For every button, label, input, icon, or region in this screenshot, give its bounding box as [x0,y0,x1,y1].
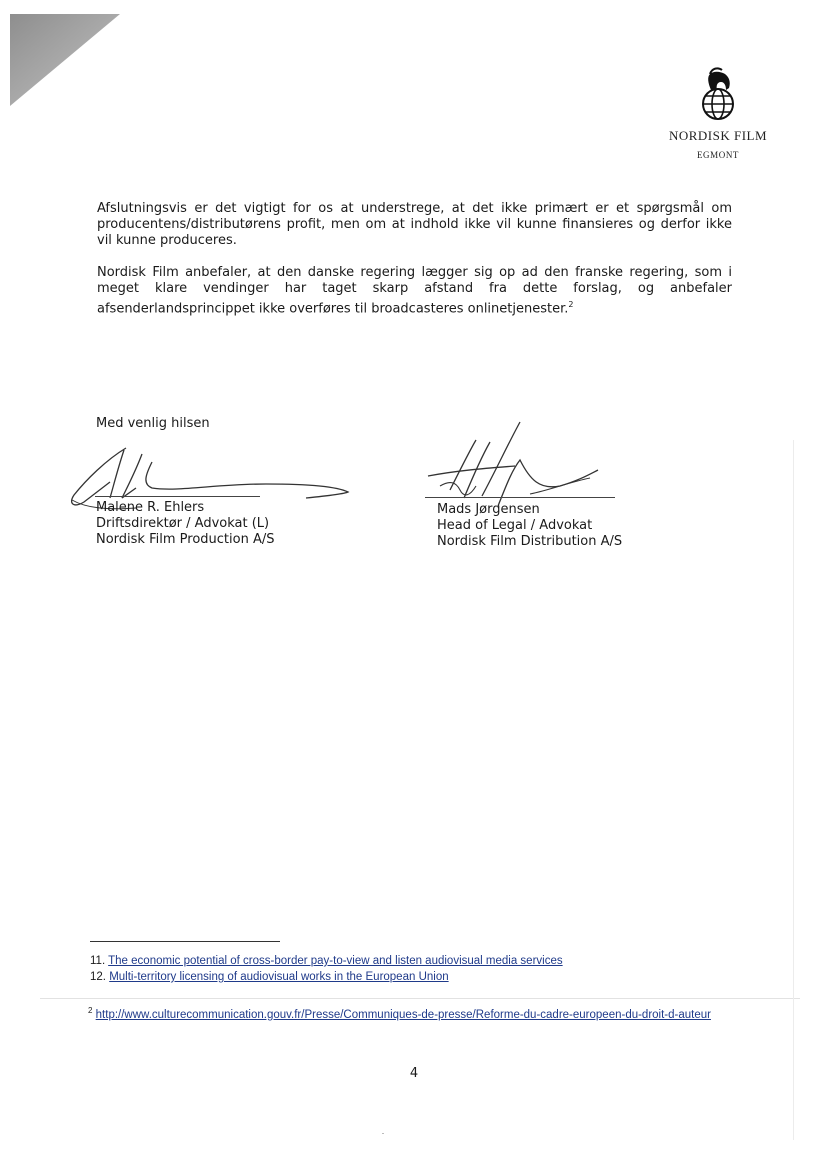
signatory-2-company: Nordisk Film Distribution A/S [437,534,623,549]
company-logo [650,66,786,160]
footnote-mark: 2 [568,300,574,309]
signatory-1-name: Malene R. Ehlers [96,500,205,515]
signatory-2-name: Mads Jørgensen [437,502,540,517]
page-number: 4 [409,1066,419,1081]
signatory-1-company: Nordisk Film Production A/S [96,532,275,547]
footnote-link[interactable]: http://www.culturecommunication.gouv.fr/Presse/Communiques-de-presse/Reforme-du-cadre-europeen-du-droit-d-auteur [95,1008,711,1021]
body-paragraph-2 [97,265,732,317]
closing-salutation: Med venlig hilsen [96,416,210,431]
scan-edge-line [793,440,794,1140]
signature-2-line [425,497,615,498]
polar-bear-globe-icon [698,66,738,124]
reference-link-cross-border[interactable]: The economic potential of cross-border pay-to-view and listen audiovisual media services [108,955,563,967]
footnote-2 [88,1003,728,1023]
signatory-2 [437,502,622,550]
reference-number: 12. [90,971,106,983]
signatory-1 [96,500,274,548]
page-separator [40,998,800,999]
signature-1-line [95,496,260,497]
reference-item [90,969,563,985]
footnote-rule [90,941,280,942]
signatory-1-title: Driftsdirektør / Advokat (L) [96,516,270,531]
signatory-2-title: Head of Legal / Advokat [437,518,593,533]
footnote-number: 2 [88,1006,93,1015]
body-paragraph-1: Afslutningsvis er det vigtigt for os at understrege, at det ikke primært er et spørgsmål om producentens/distributørens profit, men om at indhold ikke vil kunne finansieres og derfor ikke vil kunne produceres. [97,201,732,248]
reference-link-multi-territory[interactable]: Multi-territory licensing of audiovisual works in the European Union [109,971,449,983]
reference-item [90,953,563,969]
page-corner-fold [0,0,130,110]
body-paragraph-2-text: Nordisk Film anbefaler, at den danske regering lægger sig op ad den franske regering, som i meget klare vendinger har taget skarp afstand fra dette forslag, og anbefaler afsenderlandsprincippet ikke overføres til broadcasteres onlinetjenester. [97,265,732,317]
brand-subtitle: EGMONT [696,150,740,160]
scan-speck [382,1133,384,1134]
reference-list [90,953,563,985]
reference-number: 11. [90,955,106,967]
brand-name: NORDISK FILM [668,128,768,143]
